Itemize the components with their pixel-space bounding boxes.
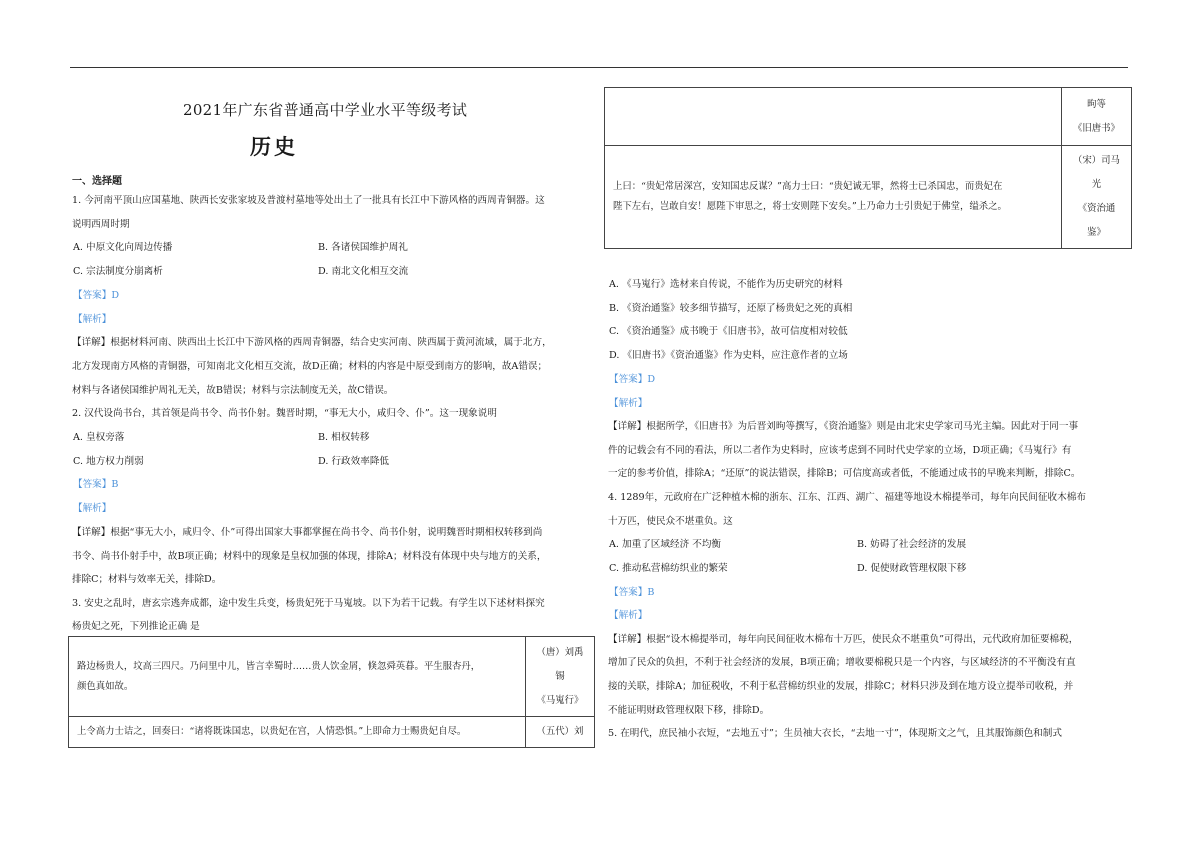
source-note-line: 鉴》 xyxy=(1087,227,1106,238)
q4-option-d: D. 促使财政管理权限下移 xyxy=(857,563,967,574)
q1-option-d: D. 南北文化相互交流 xyxy=(318,266,409,277)
source-note-line: 光 xyxy=(1091,179,1102,190)
source-row xyxy=(69,637,595,717)
source-note-cell xyxy=(526,717,595,748)
q4-stem-line-2: 十万匹，使民众不堪重负。这 xyxy=(608,516,733,527)
source-text-line: 上曰：“贵妃常居深宫，安知国忠反谋？”高力士曰：“贵妃诚无罪，然将士已杀国忠，而贵妃在 xyxy=(613,181,1003,192)
source-note-cell xyxy=(526,637,595,717)
q4-analysis-label: 【解析】 xyxy=(609,610,648,621)
source-note-line: （唐）刘禹 xyxy=(536,646,584,658)
source-note-line: 《资治通 xyxy=(1077,203,1116,214)
q1-stem-line-1: 1. 今河南平顶山应国墓地、陕西长安张家坡及普渡村墓地等处出土了一批具有长江中下游风格的西周青铜器。这 xyxy=(72,195,545,206)
source-text-line: 陛下左右，岂敢自安！愿陛下审思之，将士安则陛下安矣。”上乃命力士引贵妃于佛堂，缢杀之。 xyxy=(613,201,1007,212)
source-row xyxy=(69,717,595,748)
q1-option-b: B. 各诸侯国维护周礼 xyxy=(318,242,408,253)
q4-detail-line-4: 不能证明财政管理权限下移，排除D。 xyxy=(608,705,770,716)
q1-analysis-label: 【解析】 xyxy=(73,314,112,325)
section-title: 一、选择题 xyxy=(72,176,122,187)
q3-analysis-label: 【解析】 xyxy=(609,398,648,409)
source-text-cell xyxy=(605,88,1062,146)
exam-title: 2021年广东省普通高中学业水平等级考试 xyxy=(183,101,468,119)
q3-stem-line-1: 3. 安史之乱时，唐玄宗逃奔成都，途中发生兵变，杨贵妃死于马嵬坡。以下为若干记载。有学生以下述材料探究 xyxy=(72,598,545,609)
source-text-cell xyxy=(69,637,526,717)
source-note-line: （五代）刘 xyxy=(536,726,584,737)
q5-stem: 5. 在明代，庶民袖小衣短，“去地五寸”；生员袖大衣长，“去地一寸”，体现斯文之气，且其服饰颜色和制式 xyxy=(608,728,1062,739)
q4-option-a: A. 加重了区域经济 不均衡 xyxy=(609,539,722,550)
q3-option-a: A. 《马嵬行》选材来自传说，不能作为历史研究的材料 xyxy=(609,279,843,290)
q2-option-b: B. 相权转移 xyxy=(318,432,370,443)
q3-detail-line-1: 【详解】根据所学，《旧唐书》为后晋刘昫等撰写，《资治通鉴》则是由北宋史学家司马光主编。因此对于同一事 xyxy=(608,421,1079,432)
q4-option-b: B. 妨碍了社会经济的发展 xyxy=(857,539,967,550)
q2-option-d: D. 行政效率降低 xyxy=(318,456,390,467)
q1-detail-line-3: 材料与各诸侯国维护周礼无关，故B错误；材料与宗法制度无关，故C错误。 xyxy=(72,385,394,396)
q3-option-d: D. 《旧唐书》《资治通鉴》作为史料，应注意作者的立场 xyxy=(609,350,848,361)
subject-title: 历史 xyxy=(250,134,298,159)
q4-stem-line-1: 4. 1289年，元政府在广泛种植木棉的浙东、江东、江西、湖广、福建等地设木棉提举司，每年向民间征收木棉布 xyxy=(608,492,1086,503)
q3-answer: 【答案】D xyxy=(609,374,656,385)
q4-answer: 【答案】B xyxy=(609,587,655,598)
source-note-line: 锡 xyxy=(555,670,565,682)
source-note-line: 昫等 xyxy=(1087,98,1106,110)
q2-detail-line-3: 排除C；材料与效率无关，排除D。 xyxy=(72,574,222,585)
q1-option-a: A. 中原文化向周边传播 xyxy=(73,242,173,253)
q1-detail-line-1: 【详解】根据材料河南、陕西出土长江中下游风格的西周青铜器，结合史实河南、陕西属于黄河流域，属于北方， xyxy=(72,337,552,348)
q2-option-c: C. 地方权力削弱 xyxy=(73,456,144,467)
source-note-cell xyxy=(1062,88,1132,146)
q2-answer: 【答案】B xyxy=(73,479,119,490)
q2-detail-line-1: 【详解】根据“事无大小，咸归令、仆”可得出国家大事都掌握在尚书令、尚书仆射，说明魏晋时期相权转移到尚 xyxy=(72,527,543,538)
source-note-line: （宋）司马 xyxy=(1073,155,1120,166)
q3-source-table-part1 xyxy=(68,636,595,748)
source-text-line: 路边杨贵人，坟高三四尺。乃问里中儿，皆言幸蜀时……贵人饮金屑，倏忽舜英暮。平生服杏丹， xyxy=(77,660,481,672)
q3-option-b: B. 《资治通鉴》较多细节描写，还原了杨贵妃之死的真相 xyxy=(609,303,853,314)
q2-stem: 2. 汉代设尚书台，其首领是尚书令、尚书仆射。魏晋时期，“事无大小，咸归令、仆”。这一现象说明 xyxy=(72,408,497,419)
source-text-line: 颜色真如故。 xyxy=(77,680,134,692)
q2-analysis-label: 【解析】 xyxy=(73,503,112,514)
source-note-cell xyxy=(1062,146,1132,249)
q3-detail-line-2: 件的记载会有不同的看法，所以二者作为史料时，应该考虑到不同时代史学家的立场，D项正确；《马嵬行》有 xyxy=(608,445,1072,456)
source-text-line: 上令高力士诘之，回奏曰：“诸将既诛国忠，以贵妃在宫，人情恐惧。”上即命力士赐贵妃自尽。 xyxy=(77,726,467,737)
source-note-line: 《马嵬行》 xyxy=(536,694,584,706)
q3-option-c: C. 《资治通鉴》成书晚于《旧唐书》，故可信度相对较低 xyxy=(609,326,848,337)
q4-option-c: C. 推动私营棉纺织业的繁荣 xyxy=(609,563,728,574)
q4-detail-line-2: 增加了民众的负担，不利于社会经济的发展，B项正确；增收要棉税只是一个内容，与区域经济的不平衡没有直 xyxy=(608,657,1076,668)
source-row xyxy=(605,88,1132,146)
q4-detail-line-3: 接的关联，排除A；加征税收，不利于私营棉纺织业的发展，排除C；材料只涉及到在地方设立提举司收税，并 xyxy=(608,681,1074,692)
q1-detail-line-2: 北方发现南方风格的青铜器，可知南北文化相互交流，故D正确；材料的内容是中原受到南方的影响，故A错误； xyxy=(72,361,548,372)
q1-stem-line-2: 说明西周时期 xyxy=(72,219,130,230)
q4-detail-line-1: 【详解】根据“设木棉提举司，每年向民间征收木棉布十万匹，使民众不堪重负”可得出，元代政府加征要棉税， xyxy=(608,634,1079,645)
q2-detail-line-2: 书令、尚书仆射手中，故B项正确；材料中的现象是皇权加强的体现，排除A；材料没有体现中央与地方的关系， xyxy=(72,551,547,562)
header-rule xyxy=(70,67,1128,68)
source-note-line: 《旧唐书》 xyxy=(1073,122,1120,134)
q3-detail-line-3: 一定的参考价值，排除A；“还原”的说法错误，排除B；可信度高或者低，不能通过成书的早晚来判断，排除C。 xyxy=(608,468,1081,479)
q2-option-a: A. 皇权旁落 xyxy=(73,432,125,443)
source-text-cell xyxy=(605,146,1062,249)
q3-stem-line-2: 杨贵妃之死，下列推论正确 是 xyxy=(72,621,200,632)
q1-option-c: C. 宗法制度分崩离析 xyxy=(73,266,163,277)
source-text-cell xyxy=(69,717,526,748)
q1-answer: 【答案】D xyxy=(73,290,120,301)
q3-source-table-part2 xyxy=(604,87,1132,249)
source-row xyxy=(605,146,1132,249)
